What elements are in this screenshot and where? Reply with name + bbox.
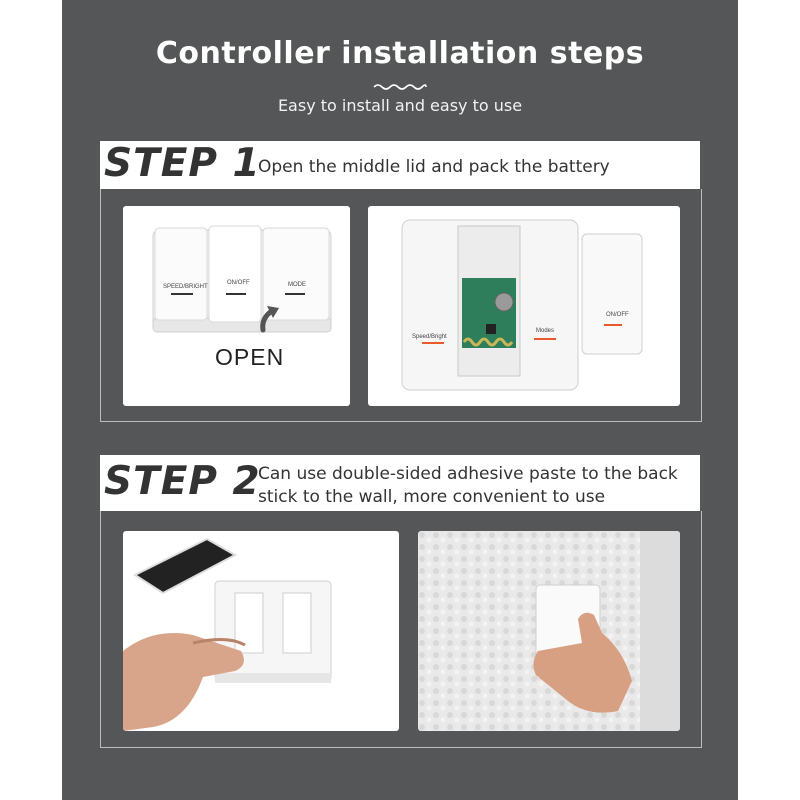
step2-text-line1: Can use double-sided adhesive paste to the back (258, 464, 678, 484)
wall-mount-illustration (418, 531, 680, 731)
remote-open-illustration (123, 206, 350, 406)
step1-photo-battery (368, 206, 680, 406)
page-title: Controller installation steps (155, 36, 645, 71)
page-subtitle: Easy to install and easy to use (277, 96, 523, 115)
step2-label: STEP 2 (104, 459, 261, 504)
wavy-divider-icon (372, 82, 428, 92)
step1-text: Open the middle lid and pack the battery (258, 157, 610, 177)
open-label: OPEN (215, 344, 285, 370)
btn-label-speed: SPEED/BRIGHT (163, 284, 208, 290)
step1-label: STEP 1 (104, 141, 261, 186)
adhesive-pad-illustration (123, 531, 399, 731)
step2-header (100, 455, 700, 511)
btn-label-speedbright: Speed/Bright (412, 334, 447, 340)
step2-text-line2: stick to the wall, more convenient to use (258, 487, 606, 507)
btn-label-onoff: ON/OFF (227, 280, 250, 286)
btn-label-modes: Modes (536, 328, 555, 334)
btn-label-onoff-small: ON/OFF (606, 312, 629, 318)
battery-compartment-illustration (368, 206, 680, 406)
step2-photo-wall (418, 531, 680, 731)
step2-photo-adhesive (123, 531, 399, 731)
btn-label-mode: MODE (288, 282, 306, 288)
step1-header (100, 141, 700, 189)
step1-photo-remote-open (123, 206, 350, 406)
